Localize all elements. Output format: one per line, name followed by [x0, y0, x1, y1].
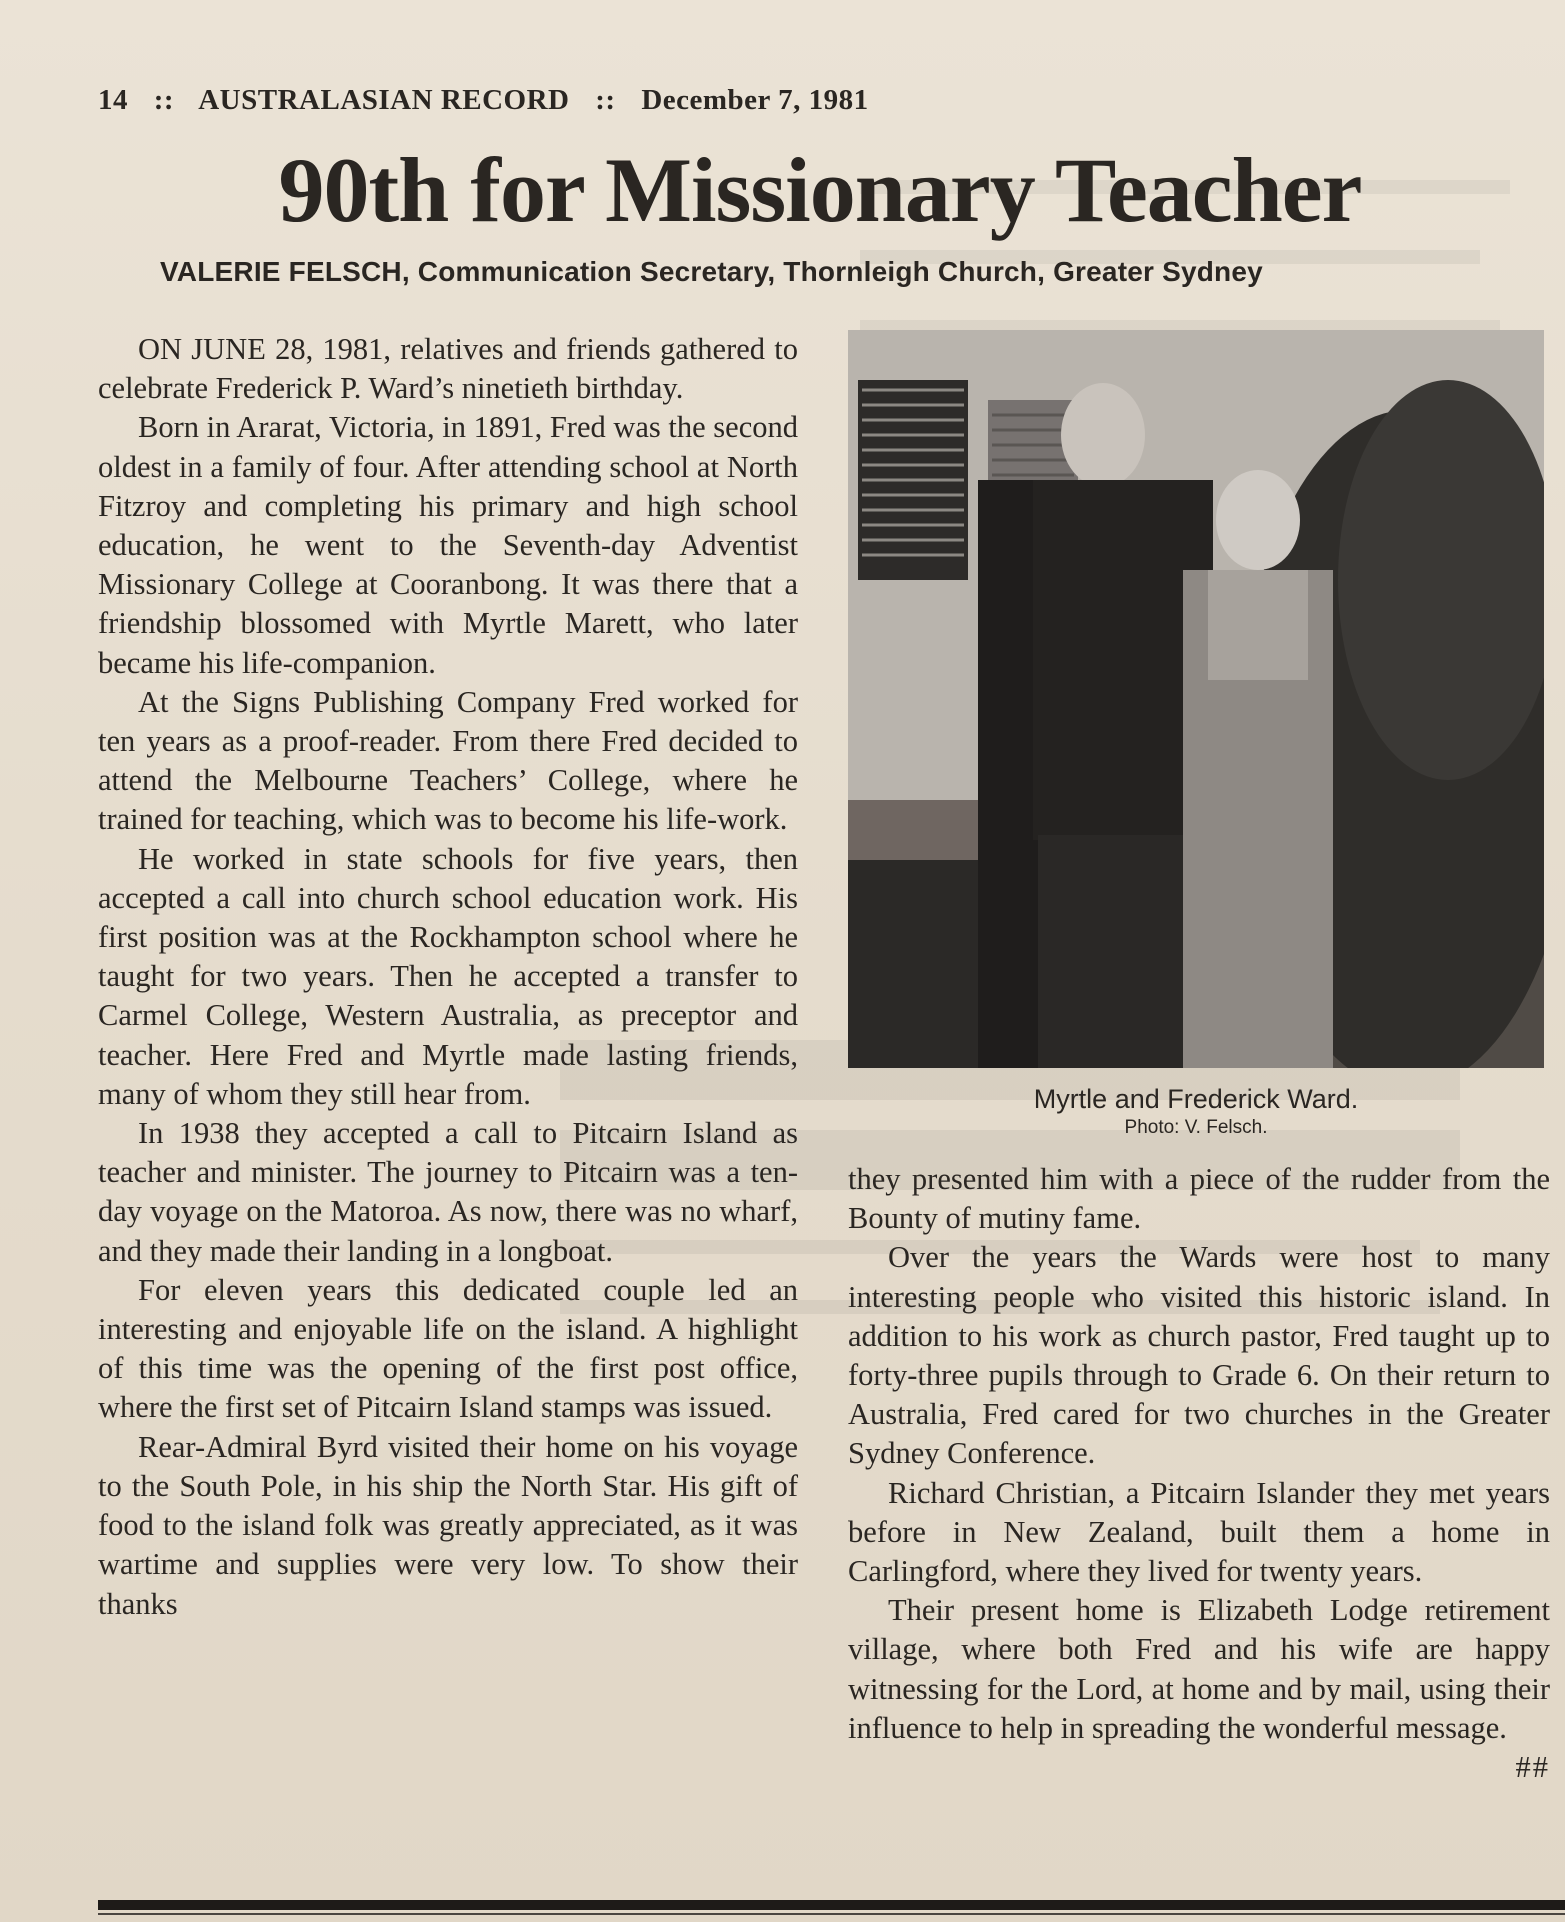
byline: VALERIE FELSCH, Communication Secretary, Thornleigh Church, Greater Sydney — [160, 256, 1263, 287]
caption-text: Myrtle and Frederick Ward. — [1033, 1084, 1359, 1114]
bottom-rule — [98, 1900, 1565, 1910]
headline: 90th for Missionary Teacher — [278, 139, 1362, 241]
paragraph: Born in Ararat, Victoria, in 1891, Fred was the second oldest in a family of four. After attending school at North Fitzroy and completing his primary and high school education, he went to the Seventh-day Adventist Missionary College at Cooranbong. It was there that a friendship blossomed with Myrtle Marett, who later became his life-companion. — [98, 410, 798, 680]
issue-date: December 7, 1981 — [641, 84, 869, 116]
paragraph: At the Signs Publishing Company Fred worked for ten years as a proof-reader. From there Fred decided to attend the Melbourne Teachers’ College, where he trained for teaching, which was to become his life-work. — [98, 684, 798, 837]
paragraph: For eleven years this dedicated couple led an interesting and enjoyable life on the island. A highlight of this time was the opening of the first post office, where the first set of Pitcairn Island stamps was issued. — [98, 1272, 798, 1425]
paragraph: Richard Christian, a Pitcairn Islander they met years before in New Zealand, built them a home in Carlingford, where they lived for twenty years. — [848, 1475, 1550, 1589]
paragraph: In 1938 they accepted a call to Pitcairn Island as teacher and minister. The journey to Pitcairn was a ten-day voyage on the Matoroa. As now, there was no wharf, and they made their landing in a longboat. — [98, 1116, 798, 1268]
paragraph: Rear-Admiral Byrd visited their home on his voyage to the South Pole, in his ship the North Star. His gift of food to the island folk was greatly appreciated, as it was wartime and supplies were very low. To show their thanks — [98, 1429, 798, 1621]
publication-name: AUSTRALASIAN RECORD — [198, 84, 570, 116]
right-column — [848, 1160, 1550, 1787]
paragraph: they presented him with a piece of the rudder from the Bounty of mutiny fame. — [848, 1162, 1550, 1236]
paragraph — [848, 1591, 1550, 1785]
bottom-rule-thin — [98, 1913, 1565, 1915]
left-column — [98, 330, 798, 1624]
photo-illustration — [848, 330, 1544, 1068]
paragraph-text: Their present home is Elizabeth Lodge retirement village, where both Fred and his wife are happy witnessing for the Lord, at home and by mail, using their influence to help in spreading the wonderful message. — [848, 1593, 1550, 1745]
paragraph: ON JUNE 28, 1981, relatives and friends gathered to celebrate Frederick P. Ward’s ninetieth birthday. — [98, 332, 798, 406]
photo-caption — [848, 1082, 1544, 1140]
page-number: 14 — [98, 84, 128, 116]
masthead-separator: :: — [153, 84, 175, 116]
paragraph: He worked in state schools for five years, then accepted a call into church school education work. His first position was at the Rockhampton school where he taught for two years. Then he accepted a transfer to Carmel College, Western Australia, as preceptor and teacher. Here Fred and Myrtle made lasting friends, many of whom they still hear from. — [98, 841, 798, 1111]
couple-photo — [848, 330, 1544, 1068]
photo-credit: Photo: V. Felsch. — [1124, 1117, 1268, 1138]
masthead-separator: :: — [595, 84, 616, 116]
masthead — [98, 84, 887, 117]
paragraph: Over the years the Wards were host to many interesting people who visited this historic island. In addition to his work as church pastor, Fred taught up to forty-three pupils through to Grade 6. On their return to Australia, Fred cared for two churches in the Greater Sydney Conference. — [848, 1240, 1550, 1471]
end-mark: ## — [1515, 1750, 1550, 1785]
